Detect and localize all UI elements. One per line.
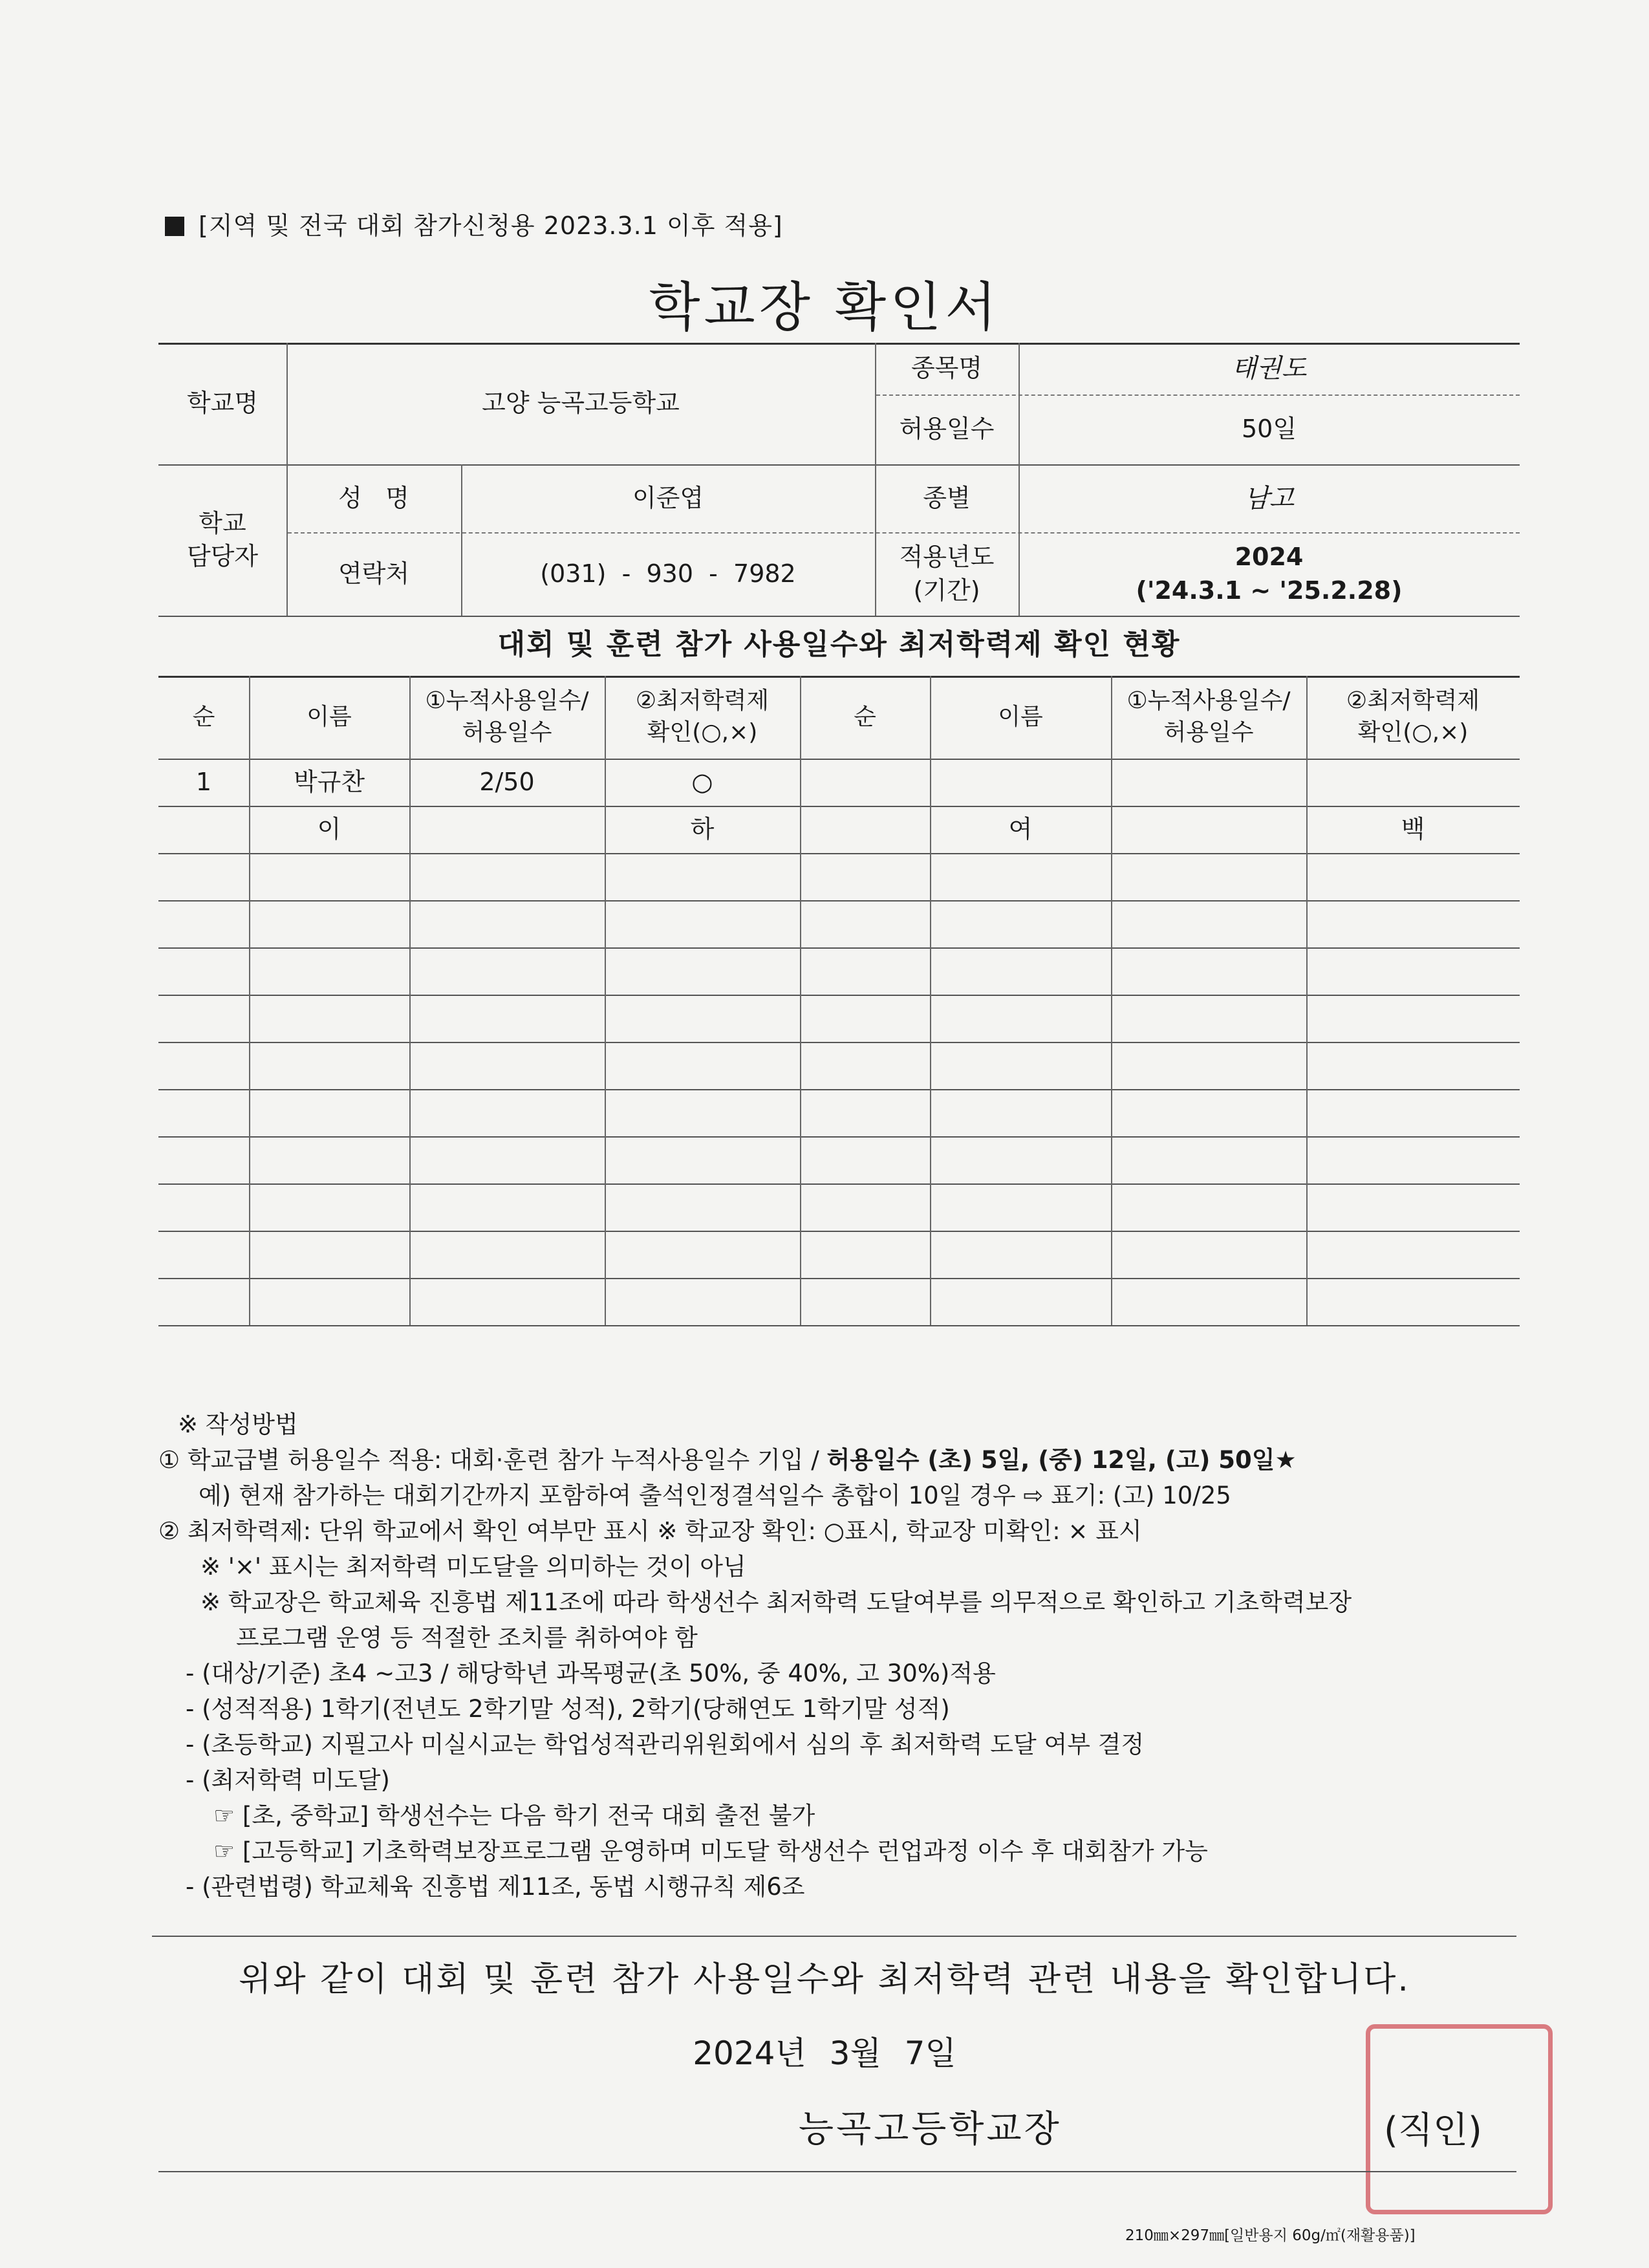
table-cell [930, 759, 1111, 806]
instruction-line: - (대상/기준) 초4 ~고3 / 해당학년 과목평균(초 50%, 중 40%, 고 30%)적용 [186, 1659, 996, 1687]
table-cell [1306, 759, 1520, 806]
table-row-divider [158, 900, 1520, 902]
instruction-line: - (성적적용) 1학기(전년도 2학기말 성적), 2학기(당해연도 1학기말 성적) [186, 1695, 950, 1723]
sport-value: 태권도 [1231, 354, 1307, 383]
form-category-note: [지역 및 전국 대회 참가신청용 2023.3.1 이후 적용] [165, 206, 783, 241]
table-row-divider [158, 853, 1520, 854]
instruction-line: ☞ [고등학교] 기초학력보장프로그램 운영하며 미도달 학생선수 런업과정 이수 후 대회참가 가능 [213, 1837, 1208, 1865]
table-cell: 백 [1401, 814, 1425, 843]
table-row-divider [158, 1042, 1520, 1043]
document-title: 학교장 확인서 [649, 277, 1000, 338]
table-cell: 1 [195, 767, 212, 796]
table-header-cell: ②최저학력제 확인(○,×) [1346, 687, 1480, 746]
table-row-divider [158, 1183, 1520, 1185]
table-row-divider [158, 1231, 1520, 1232]
confirmation-statement: 위와 같이 대회 및 훈련 참가 사용일수와 최저학력 관련 내용을 확인합니다. [239, 1960, 1410, 1999]
table-header-cell: 이름 [998, 703, 1043, 730]
table-cell [1111, 759, 1306, 806]
instruction-line: ① 학교급별 허용일수 적용: 대회·훈련 참가 누적사용일수 기입 / 허용일수 (초) 5일, (중) 12일, (고) 50일★ [158, 1446, 1297, 1474]
year-label: 적용년도 (기간) [899, 543, 995, 605]
sport-label: 종목명 [911, 354, 983, 383]
table-cell: 하 [690, 814, 715, 843]
table-cell: 박규찬 [293, 767, 365, 796]
table-cell: 2/50 [479, 767, 535, 796]
manager-name-value: 이준엽 [632, 483, 704, 512]
table-cell: ○ [691, 767, 713, 796]
allowed-days-value: 50일 [1241, 415, 1297, 444]
instruction-line: - (관련법령) 학교체육 진흥법 제11조, 동법 시행규칙 제6조 [186, 1873, 805, 1901]
table-row-divider [158, 947, 1520, 949]
instruction-line: ※ '×' 표시는 최저학력 미도달을 의미하는 것이 아님 [200, 1553, 746, 1581]
instructions-heading: ※ 작성방법 [178, 1410, 298, 1438]
table-header-cell: 순 [854, 703, 876, 730]
principal-title: 능곡고등학교장 [799, 2108, 1062, 2150]
table-header-cell: ①누적사용일수/ 허용일수 [425, 687, 589, 746]
table-header-cell: 이름 [307, 703, 352, 730]
table-cell [800, 759, 930, 806]
school-name-label: 학교명 [186, 389, 259, 418]
manager-name-label: 성 명 [338, 483, 409, 512]
table-cell [800, 806, 930, 853]
seal-label: (직인) [1384, 2110, 1482, 2152]
instruction-line: ☞ [초, 중학교] 학생선수는 다음 학기 전국 대회 출전 불가 [213, 1802, 815, 1830]
contact-label: 연락처 [338, 559, 410, 588]
document-date: 2024년 3월 7일 [693, 2035, 956, 2072]
category-label: 종별 [923, 483, 971, 512]
table-divider [158, 616, 1520, 617]
instruction-line: ※ 학교장은 학교체육 진흥법 제11조에 따라 학생선수 최저학력 도달여부를 의무적으로 확인하고 기초학력보장 [200, 1588, 1352, 1616]
table-cell [158, 806, 249, 853]
paper-spec: 210㎜×297㎜[일반용지 60g/㎡(재활용품)] [1125, 2227, 1416, 2244]
school-name-value: 고양 능곡고등학교 [482, 389, 680, 418]
contact-value: (031) - 930 - 7982 [540, 559, 796, 588]
period-value: ('24.3.1 ~ '25.2.28) [1136, 576, 1403, 605]
instruction-line: - (초등학교) 지필고사 미실시교는 학업성적관리위원회에서 심의 후 최저학력 도달 여부 결정 [186, 1731, 1145, 1758]
year-value: 2024 [1234, 543, 1304, 572]
table-row-divider [158, 1136, 1520, 1138]
table-row-divider [158, 1278, 1520, 1279]
instruction-line: 예) 현재 참가하는 대회기간까지 포함하여 출석인정결석일수 총합이 10일 경우 ⇨ 표기: (고) 10/25 [199, 1482, 1231, 1509]
table-row-divider [158, 1089, 1520, 1090]
table-header-cell: ①누적사용일수/ 허용일수 [1126, 687, 1291, 746]
table-cell: 여 [1008, 814, 1033, 843]
table-cell [1111, 806, 1306, 853]
allowed-days-label: 허용일수 [899, 415, 995, 444]
table-row-divider [158, 995, 1520, 996]
divider-line [152, 1936, 1516, 1937]
table-row-divider [158, 1325, 1520, 1326]
table-header-cell: 순 [192, 703, 215, 730]
category-value: 남고 [1244, 483, 1295, 513]
table-cell [409, 806, 605, 853]
instruction-line: ② 최저학력제: 단위 학교에서 확인 여부만 표시 ※ 학교장 확인: ○표시, 학교장 미확인: × 표시 [158, 1517, 1142, 1545]
year-value-block [1018, 532, 1520, 616]
black-square-icon [165, 217, 184, 236]
instructions [158, 1407, 1529, 1905]
table-header-cell: ②최저학력제 확인(○,×) [635, 687, 770, 746]
section-title: 대회 및 훈련 참가 사용일수와 최저학력제 확인 현황 [497, 628, 1181, 661]
manager-label: 학교 담당자 [186, 508, 259, 570]
instruction-line: - (최저학력 미도달) [186, 1766, 390, 1794]
bottom-line [158, 2171, 1516, 2172]
table-cell: 이 [317, 814, 341, 843]
instruction-line: 프로그램 운영 등 적절한 조치를 취하여야 함 [236, 1624, 698, 1652]
